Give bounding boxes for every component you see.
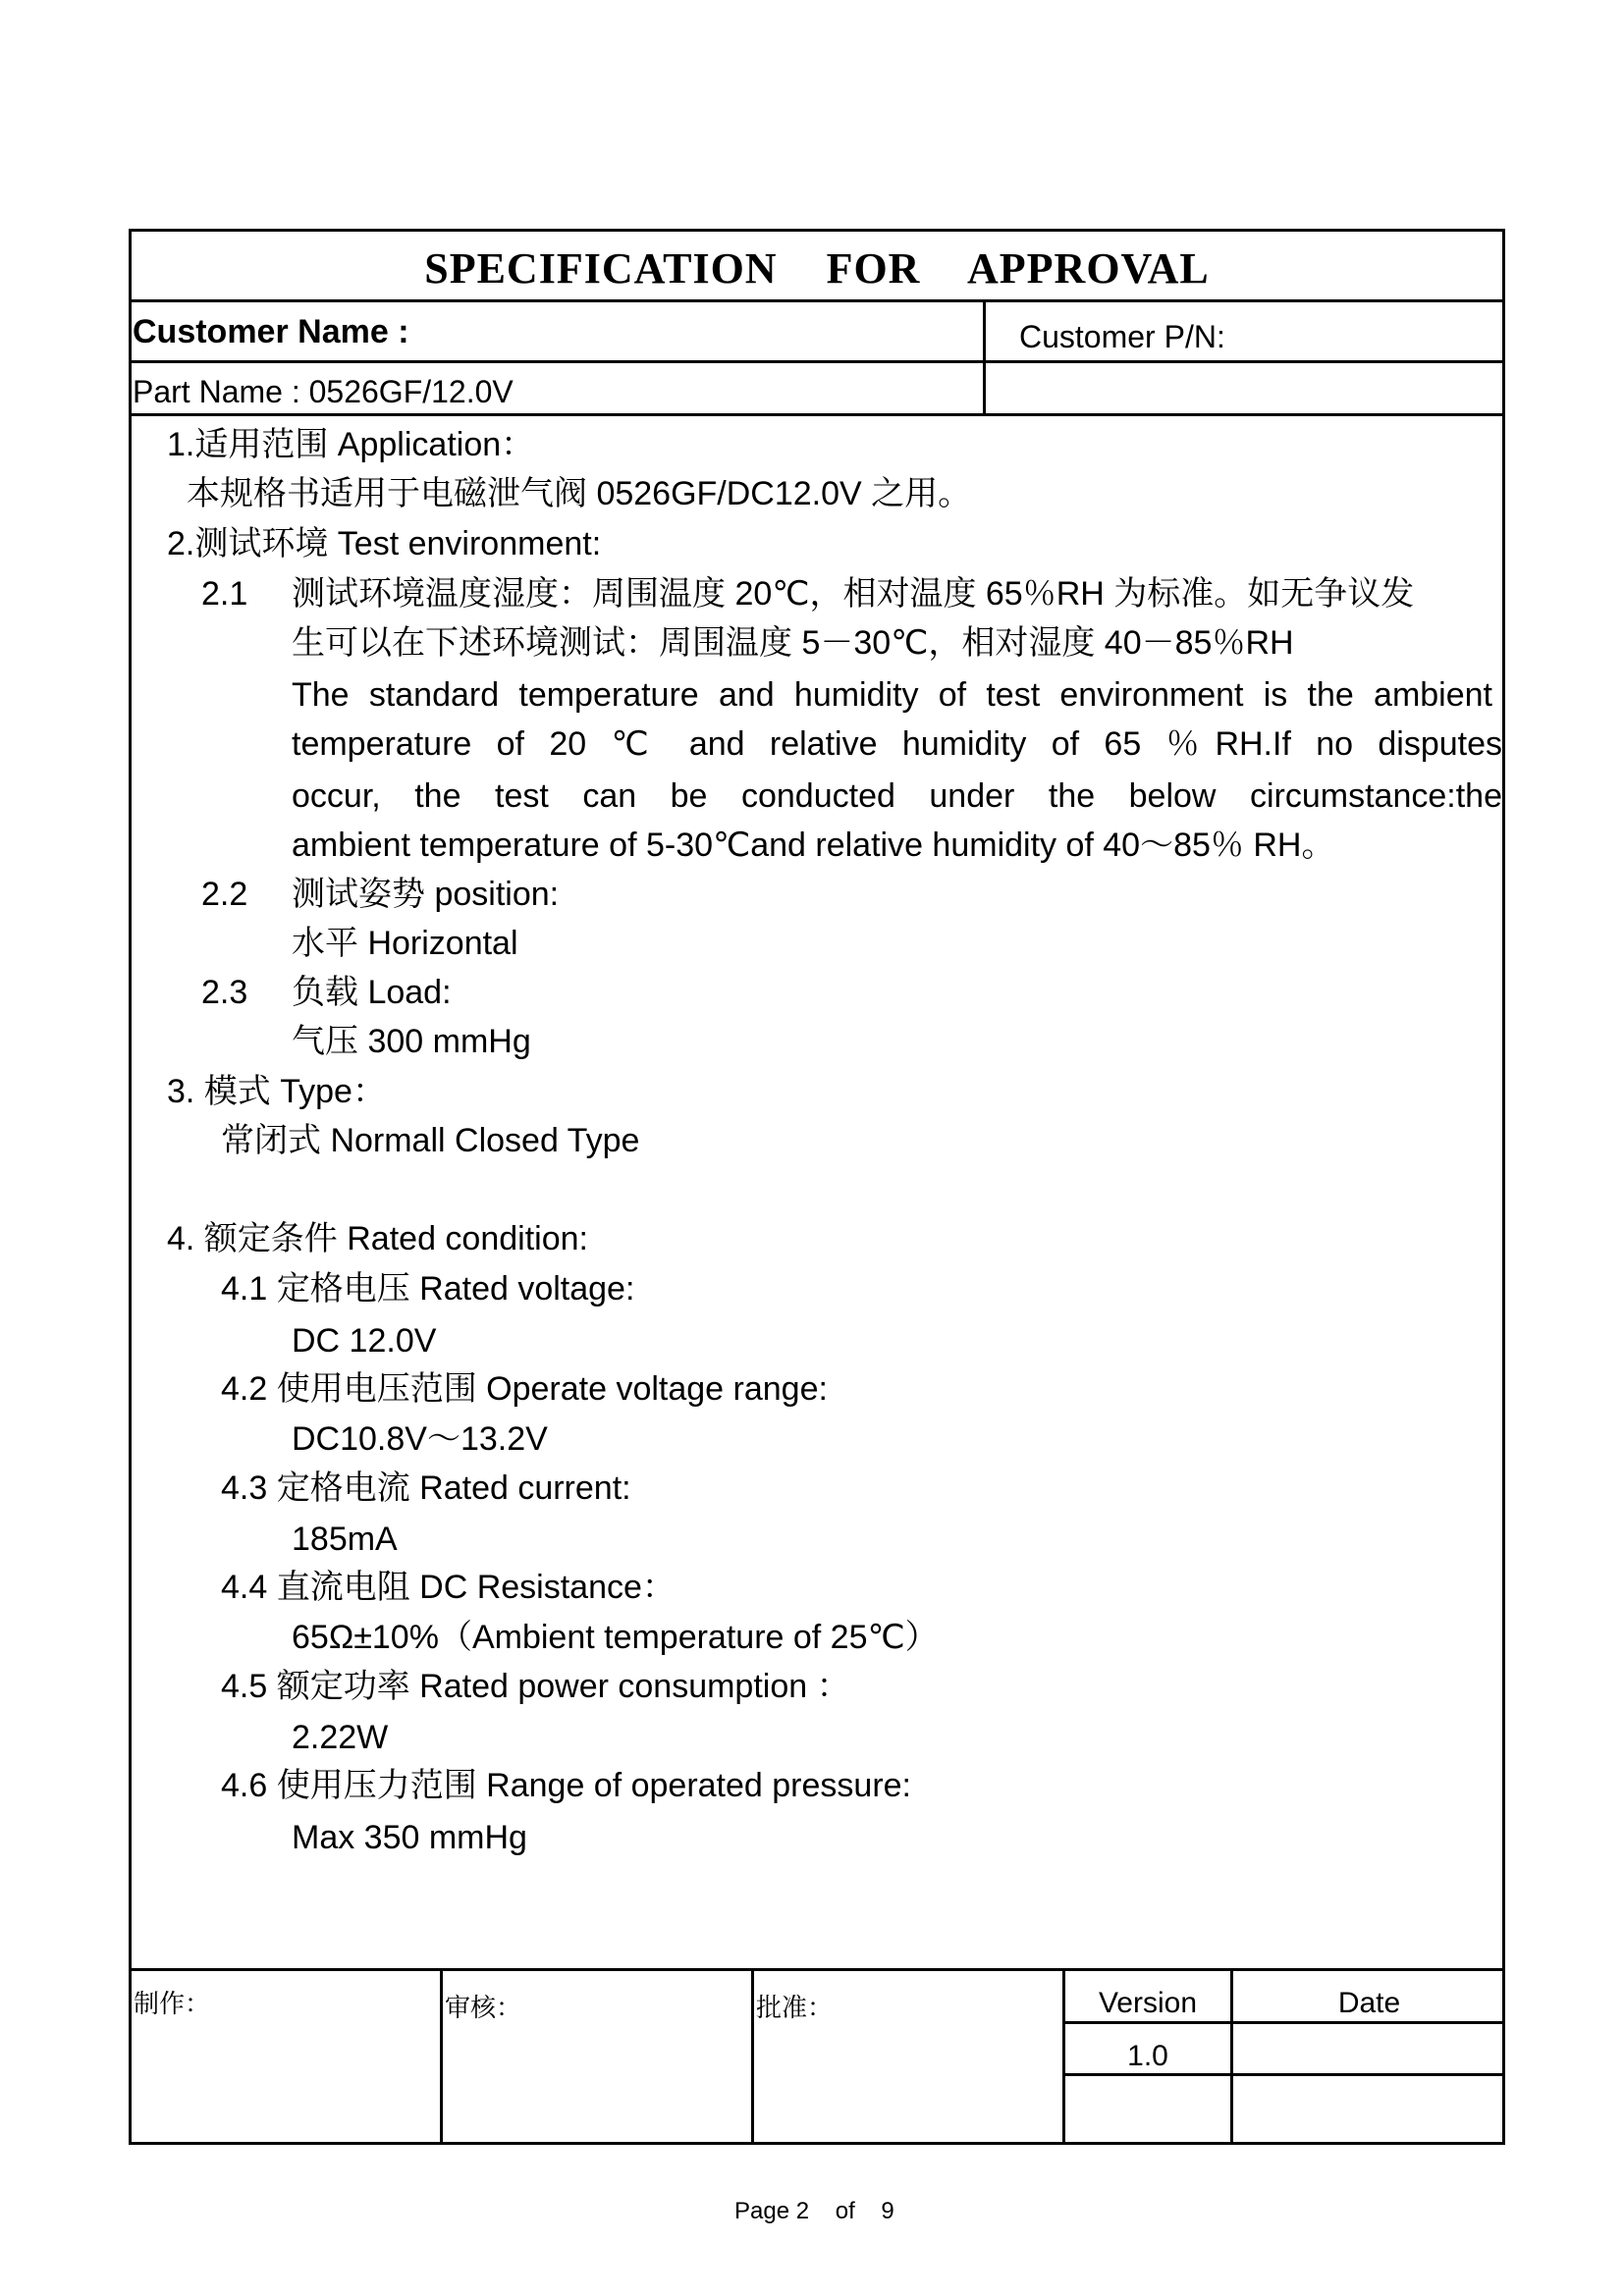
section-2-1-en-line-3: occur, the test can be conducted under the below circumstance:the — [292, 777, 1502, 815]
section-2-1-en-line-4: ambient temperature of 5-30℃and relative humidity of 40～85％ RH。 — [292, 827, 1335, 864]
section-4-1-title: 4.1 定格电压 Rated voltage: — [221, 1270, 635, 1308]
customer-pn-label: Customer P/N: — [1019, 319, 1225, 354]
section-4-4-value: 65Ω±10%（Ambient temperature of 25℃） — [292, 1619, 939, 1656]
section-4-5-title: 4.5 额定功率 Rated power consumption ： — [221, 1668, 850, 1705]
version-label: Version — [1098, 1987, 1198, 2019]
section-2-3-title: 负载 Load: — [292, 974, 452, 1011]
section-4-3-value: 185mA — [292, 1521, 398, 1558]
page-number: Page 2 of 9 — [734, 2198, 894, 2224]
section-3-value: 常闭式 Normall Closed Type — [221, 1122, 640, 1159]
section-2-1-en-line-1: The standard temperature and humidity of test environment is the ambient — [292, 676, 1492, 714]
section-2-title: 2.测试环境 Test environment: — [167, 525, 602, 562]
header-rule-1 — [129, 299, 1505, 302]
approved-by-label: 批准： — [756, 1994, 834, 2023]
date-label: Date — [1337, 1987, 1401, 2019]
signoff-top-rule — [129, 1968, 1505, 1971]
section-4-title: 4. 额定条件 Rated condition: — [167, 1220, 588, 1257]
section-4-6-title: 4.6 使用压力范围 Range of operated pressure: — [221, 1767, 911, 1804]
part-name: Part Name : 0526GF/12.0V — [133, 374, 514, 409]
customer-name-label: Customer Name : — [133, 313, 409, 350]
section-3-title: 3. 模式 Type： — [167, 1073, 386, 1110]
version-value: 1.0 — [1127, 2040, 1168, 2072]
section-4-3-title: 4.3 定格电流 Rated current: — [221, 1469, 631, 1507]
section-4-1-value: DC 12.0V — [292, 1322, 437, 1360]
section-4-6-value: Max 350 mmHg — [292, 1819, 527, 1856]
section-2-3-value: 气压 300 mmHg — [292, 1023, 531, 1060]
section-2-1-en-line-2: temperature of 20 ℃ and relative humidity of 65 ％RH.If no disputes — [292, 725, 1502, 763]
section-2-2-value: 水平 Horizontal — [292, 925, 518, 962]
document-title: SPECIFICATION FOR APPROVAL — [424, 244, 1210, 293]
header-rule-2 — [129, 360, 1505, 363]
version-header-rule — [1063, 2021, 1505, 2024]
section-1-title: 1.适用范围 Application： — [167, 426, 535, 463]
section-4-4-title: 4.4 直流电阻 DC Resistance： — [221, 1569, 676, 1606]
version-value-rule — [1063, 2073, 1505, 2076]
section-2-1-number: 2.1 — [201, 575, 248, 613]
section-2-2-number: 2.2 — [201, 876, 248, 913]
section-1-text: 本规格书适用于电磁泄气阀 0526GF/DC12.0V 之用。 — [187, 475, 972, 512]
section-2-2-title: 测试姿势 position: — [292, 876, 560, 913]
reviewed-by-label: 审核： — [445, 1994, 522, 2023]
section-2-1-cn-line-1: 测试环境温度湿度：周围温度 20℃，相对温度 65％RH 为标准。如无争议发 — [292, 575, 1415, 613]
header-divider — [983, 299, 986, 415]
signoff-divider-1 — [440, 1968, 443, 2145]
signoff-divider-2 — [751, 1968, 754, 2145]
section-2-3-number: 2.3 — [201, 974, 248, 1011]
section-4-2-title: 4.2 使用电压范围 Operate voltage range: — [221, 1370, 828, 1408]
section-4-5-value: 2.22W — [292, 1719, 389, 1756]
made-by-label: 制作： — [134, 1990, 211, 2019]
section-2-1-cn-line-2: 生可以在下述环境测试：周围温度 5－30℃，相对湿度 40－85％RH — [292, 624, 1294, 662]
header-rule-3 — [129, 413, 1505, 416]
section-4-2-value: DC10.8V～13.2V — [292, 1420, 548, 1458]
